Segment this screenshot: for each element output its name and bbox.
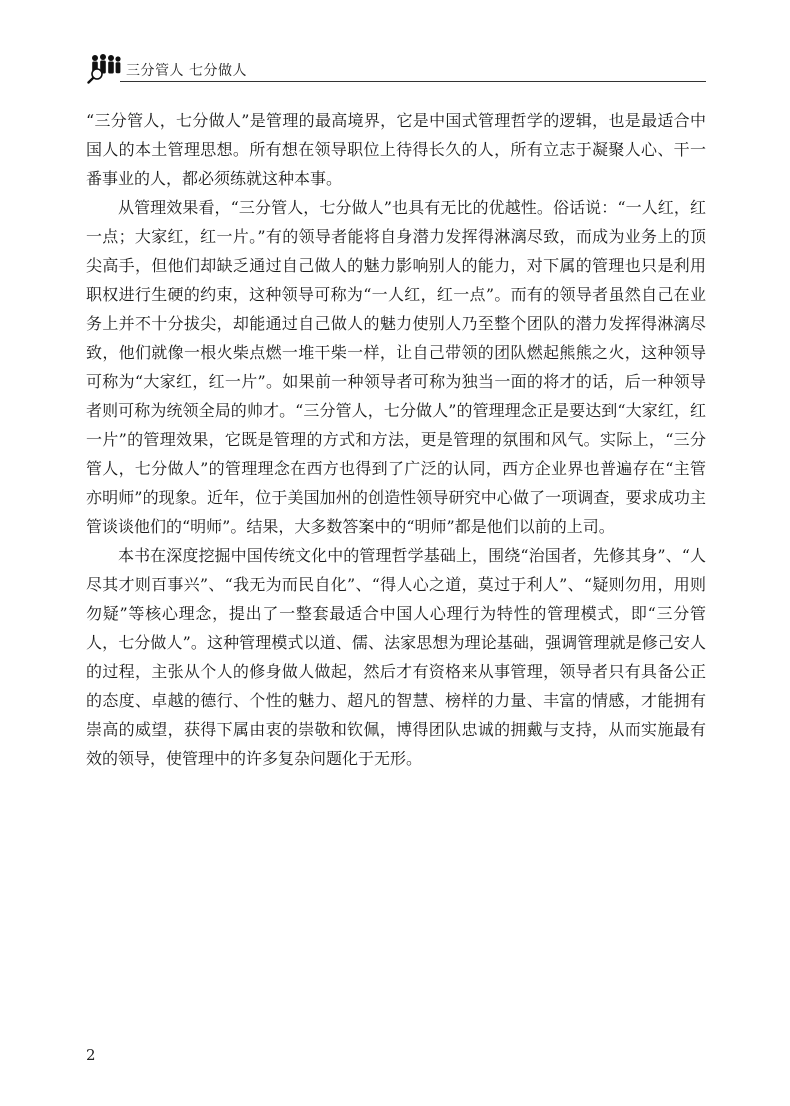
paragraph-1: “三分管人，七分做人”是管理的最高境界，它是中国式管理哲学的逻辑，也是最适合中国人的本土管理思想。所有想在领导职位上待得长久的人，所有立志于凝聚人心、干一番事业的人，都必须练就这种本事。 bbox=[86, 111, 706, 188]
header-rule bbox=[120, 81, 706, 82]
paragraph-3: 本书在深度挖掘中国传统文化中的管理哲学基础上，围绕“治国者，先修其身”、“人尽其才则百事兴”、“我无为而民自化”、“得人心之道，莫过于利人”、“疑则勿用，用则勿疑”等核心理念，提出了一整套最适合中国人心理行为特性的管理模式，即“三分管人，七分做人”。这种管理模式以道、儒、法家思想为理论基础，强调管理就是修己安人的过程，主张从个人的修身做人做起，然后才有资格来从事管理，领导者只有具备公正的态度、卓越的德行、个性的魅力、超凡的智慧、榜样的力量、丰富的情感，才能拥有崇高的威望，获得下属由衷的崇敬和钦佩，博得团队忠诚的拥戴与支持，从而实施最有效的领导，使管理中的许多复杂问题化于无形。 bbox=[86, 546, 706, 768]
running-header bbox=[86, 52, 706, 86]
people-silhouettes-with-magnifier-icon bbox=[86, 52, 130, 84]
body-text bbox=[86, 106, 706, 773]
page-number: 2 bbox=[86, 1046, 96, 1064]
paragraph-2: 从管理效果看，“三分管人，七分做人”也具有无比的优越性。俗话说：“一人红，红一点；大家红，红一片。”有的领导者能将自身潜力发挥得淋漓尽致，而成为业务上的顶尖高手，但他们却缺乏通过自己做人的魅力影响别人的能力，对下属的管理也只是利用职权进行生硬的约束，这种领导可称为“一人红，红一点”。而有的领导者虽然自己在业务上并不十分拔尖，却能通过自己做人的魅力使别人乃至整个团队的潜力发挥得淋漓尽致，他们就像一根火柴点燃一堆干柴一样，让自己带领的团队燃起熊熊之火，这种领导可称为“大家红，红一片”。如果前一种领导者可称为独当一面的将才的话，后一种领导者则可称为统领全局的帅才。“三分管人，七分做人”的管理理念正是要达到“大家红，红一片”的管理效果，它既是管理的方式和方法，更是管理的氛围和风气。实际上，“三分管人，七分做人”的管理理念在西方也得到了广泛的认同，西方企业界也普遍存在“主管亦明师”的现象。近年，位于美国加州的创造性领导研究中心做了一项调查，要求成功主管谈谈他们的“明师”。结果，大多数答案中的“明师”都是他们以前的上司。 bbox=[86, 198, 706, 536]
header-title: 三分管人 七分做人 bbox=[126, 63, 247, 79]
